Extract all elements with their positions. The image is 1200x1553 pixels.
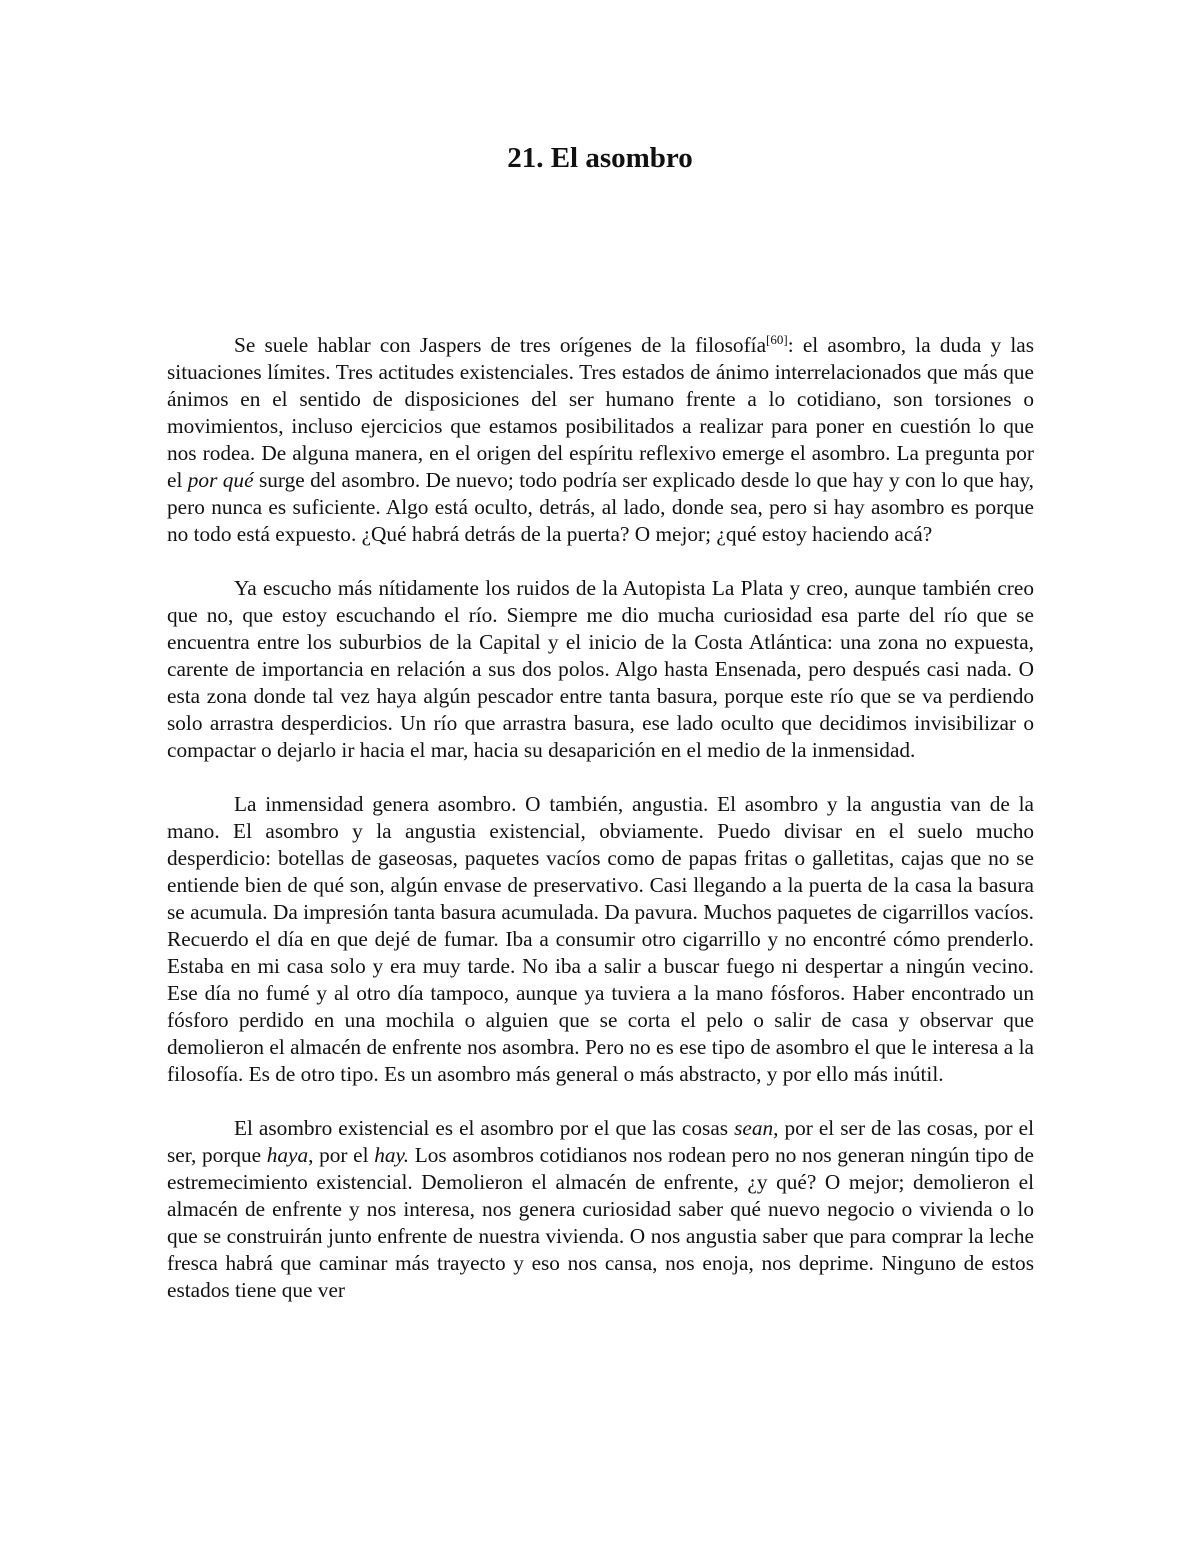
chapter-body — [167, 332, 1034, 1304]
text-segment: El asombro existencial es el asombro por el que las cosas — [234, 1116, 735, 1140]
italic-text: por qué — [187, 468, 254, 492]
text-segment: surge del asombro. De nuevo; todo podría ser explicado desde lo que hay y con lo que hay, pero nunca es suficiente. Algo está oculto, detrás, al lado, donde sea, pero si hay asombro es porque no todo está expuesto. ¿Qué habrá detrás de la puerta? O mejor; ¿qué estoy haciendo acá? — [167, 468, 1034, 546]
paragraph — [167, 575, 1034, 764]
italic-text: hay. — [374, 1143, 410, 1167]
paragraph — [167, 332, 1034, 548]
text-segment: La inmensidad genera asombro. O también, angustia. El asombro y la angustia van de la mano. El asombro y la angustia existencial, obviamente. Puedo divisar en el suelo mucho desperdicio: botellas de gaseosas, paquetes vacíos como de papas fritas o galletitas, cajas que no se entiende bien de qué son, algún envase de preservativo. Casi llegando a la puerta de la casa la basura se acumula. Da impresión tanta basura acumulada. Da pavura. Muchos paquetes de cigarrillos vacíos. Recuerdo el día en que dejé de fumar. Iba a consumir otro cigarrillo y no encontré cómo prenderlo. Estaba en mi casa solo y era muy tarde. No iba a salir a buscar fuego ni despertar a ningún vecino. Ese día no fumé y al otro día tampoco, aunque ya tuviera a la mano fósforos. Haber encontrado un fósforo perdido en una mochila o alguien que se corta el pelo o salir de casa y observar que demolieron el almacén de enfrente nos asombra. Pero no es ese tipo de asombro el que le interesa a la filosofía. Es de otro tipo. Es un asombro más general o más abstracto, y por ello más inútil. — [167, 792, 1034, 1086]
text-segment: , por el ser de las cosas, por el ser, porque — [167, 1116, 1034, 1167]
italic-text: sean — [734, 1116, 774, 1140]
paragraph — [167, 1115, 1034, 1304]
italic-text: haya — [266, 1143, 309, 1167]
chapter-title: 21. El asombro — [507, 142, 693, 174]
text-segment: Ya escucho más nítidamente los ruidos de la Autopista La Plata y creo, aunque también creo que no, que estoy escuchando el río. Siempre me dio mucha curiosidad esa parte del río que se encuentra entre los suburbios de la Capital y el inicio de la Costa Atlántica: una zona no expuesta, carente de importancia en relación a sus dos polos. Algo hasta Ensenada, pero después casi nada. O esta zona donde tal vez haya algún pescador entre tanta basura, porque este río que se va perdiendo solo arrastra desperdicios. Un río que arrastra basura, ese lado oculto que decidimos invisibilizar o compactar o dejarlo ir hacia el mar, hacia su desaparición en el medio de la inmensidad. — [167, 576, 1034, 762]
text-segment: Se suele hablar con Jaspers de tres orígenes de la filosofía — [234, 333, 767, 357]
text-segment: : el asombro, la duda y las situaciones límites. Tres actitudes existenciales. Tres estados de ánimo interrelacionados que más que ánimos en el sentido de disposiciones del ser humano frente a lo cotidiano, son torsiones o movimientos, incluso ejercicios que estamos posibilitados a realizar para poner en cuestión lo que nos rodea. De alguna manera, en el origen del espíritu reflexivo emerge el asombro. La pregunta por el — [167, 333, 1034, 492]
paragraph — [167, 791, 1034, 1088]
text-segment: Los asombros cotidianos nos rodean pero no nos generan ningún tipo de estremecimiento existencial. Demolieron el almacén de enfrente, ¿y qué? O mejor; demolieron el almacén de enfrente y nos interesa, nos genera curiosidad saber qué nuevo negocio o vivienda o lo que se construirán junto enfrente de nuestra vivienda. O nos angustia saber que para comprar la leche fresca habrá que caminar más trayecto y eso nos cansa, nos enoja, nos deprime. Ninguno de estos estados tiene que ver — [167, 1143, 1035, 1302]
footnote-reference[interactable]: [60] — [766, 331, 788, 347]
text-segment: , por el — [308, 1143, 375, 1167]
